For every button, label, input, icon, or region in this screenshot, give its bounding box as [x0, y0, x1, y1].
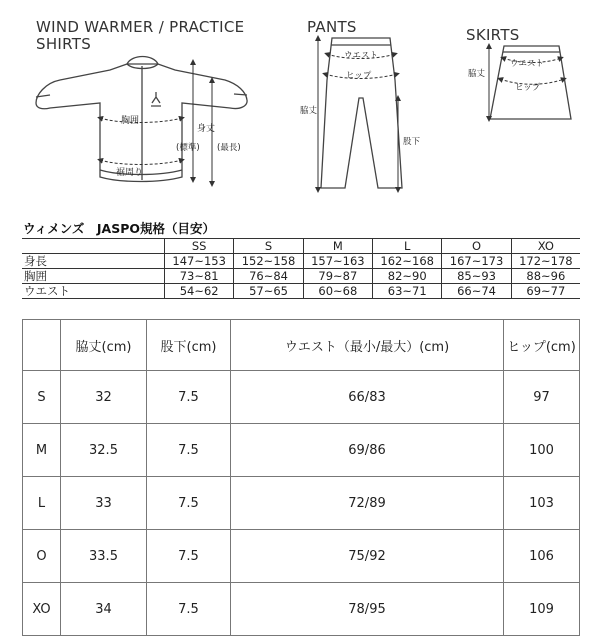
- jaspo-header-size: L: [373, 239, 442, 254]
- waist-cell: 66/83: [231, 371, 504, 424]
- jaspo-cell: 172~178: [511, 254, 580, 269]
- skirt-label-waist: ウエスト: [510, 59, 545, 69]
- jaspo-cell: 85~93: [442, 269, 511, 284]
- chest-measure-line: [100, 118, 182, 123]
- waist-cell: 69/86: [231, 424, 504, 477]
- shirt-title-line2: SHIRTS: [36, 35, 92, 53]
- jaspo-cell: 152~158: [234, 254, 303, 269]
- size-table-header-corner: [23, 320, 61, 371]
- size-table-header-hip: ヒップ(cm): [504, 320, 580, 371]
- jaspo-row-label: 身長: [22, 254, 165, 269]
- yonex-logo-icon: [151, 92, 161, 106]
- size-cell: L: [23, 477, 61, 530]
- waist-cell: 78/95: [231, 583, 504, 636]
- shirt-measure-lines: [100, 62, 212, 184]
- jaspo-header-size: SS: [165, 239, 234, 254]
- jaspo-row-label: 胸囲: [22, 269, 165, 284]
- jaspo-header-blank: [22, 239, 165, 254]
- jaspo-cell: 82~90: [373, 269, 442, 284]
- pants-label-inseam: 股下: [403, 137, 421, 147]
- jaspo-header-size: M: [303, 239, 372, 254]
- jaspo-cell: 157~163: [303, 254, 372, 269]
- jaspo-cell: 73~81: [165, 269, 234, 284]
- skirts-diagram-title: SKIRTS: [466, 26, 520, 44]
- table-row: [23, 530, 580, 583]
- size-cell: O: [23, 530, 61, 583]
- jaspo-row-waist: [22, 284, 580, 299]
- table-row: [23, 371, 580, 424]
- shirt-label-longest: (最長): [217, 143, 241, 153]
- size-cell: XO: [23, 583, 61, 636]
- jaspo-cell: 88~96: [511, 269, 580, 284]
- jaspo-header-row: [22, 239, 580, 254]
- inseam-cell: 7.5: [147, 530, 231, 583]
- jaspo-header-size: S: [234, 239, 303, 254]
- side-length-cell: 33: [61, 477, 147, 530]
- jaspo-cell: 162~168: [373, 254, 442, 269]
- hip-cell: 97: [504, 371, 580, 424]
- table-row: [23, 424, 580, 477]
- shirt-label-standard: (標準): [176, 143, 200, 153]
- hem-measure-line: [100, 160, 182, 165]
- jaspo-cell: 57~65: [234, 284, 303, 299]
- waist-cell: 75/92: [231, 530, 504, 583]
- side-length-cell: 32.5: [61, 424, 147, 477]
- jaspo-cell: 167~173: [442, 254, 511, 269]
- shirt-label-chest: 胸囲: [121, 116, 140, 126]
- skirt-label-side-length: 脇丈: [468, 69, 486, 79]
- jaspo-row-height: [22, 254, 580, 269]
- inseam-cell: 7.5: [147, 424, 231, 477]
- skirt-label-hip: ヒップ: [515, 83, 541, 93]
- side-length-cell: 34: [61, 583, 147, 636]
- jaspo-cell: 63~71: [373, 284, 442, 299]
- waist-cell: 72/89: [231, 477, 504, 530]
- size-cell: S: [23, 371, 61, 424]
- shirt-label-hem: 裾周り: [116, 168, 144, 178]
- size-table-header-waist: ウエスト（最小/最大）(cm): [231, 320, 504, 371]
- side-length-cell: 32: [61, 371, 147, 424]
- size-cell: M: [23, 424, 61, 477]
- jaspo-cell: 54~62: [165, 284, 234, 299]
- hip-cell: 106: [504, 530, 580, 583]
- hip-cell: 109: [504, 583, 580, 636]
- skirt-size-table: [22, 319, 580, 636]
- jaspo-cell: 60~68: [303, 284, 372, 299]
- hip-cell: 100: [504, 424, 580, 477]
- side-length-cell: 33.5: [61, 530, 147, 583]
- shirt-title-line1: WIND WARMER / PRACTICE: [36, 18, 245, 36]
- garment-diagrams: [0, 0, 600, 215]
- jaspo-cell: 76~84: [234, 269, 303, 284]
- inseam-cell: 7.5: [147, 371, 231, 424]
- pants-label-side-length: 脇丈: [300, 106, 318, 116]
- inseam-cell: 7.5: [147, 477, 231, 530]
- table-row: [23, 583, 580, 636]
- table-row: [23, 477, 580, 530]
- jaspo-heading: ウィメンズ JASPO規格（目安）: [23, 221, 215, 236]
- hip-cell: 103: [504, 477, 580, 530]
- jaspo-cell: 147~153: [165, 254, 234, 269]
- jaspo-row-chest: [22, 269, 580, 284]
- jaspo-header-size: XO: [511, 239, 580, 254]
- jaspo-standard-table: [22, 238, 580, 299]
- shirt-diagram: [36, 57, 247, 182]
- size-table-header-inseam: 股下(cm): [147, 320, 231, 371]
- size-table-header-side-length: 脇丈(cm): [61, 320, 147, 371]
- pants-label-waist: ウエスト: [344, 51, 379, 61]
- jaspo-header-size: O: [442, 239, 511, 254]
- pants-diagram-title: PANTS: [307, 18, 357, 36]
- inseam-cell: 7.5: [147, 583, 231, 636]
- pants-label-hip: ヒップ: [346, 71, 372, 81]
- jaspo-row-label: ウエスト: [22, 284, 165, 299]
- shirt-label-body-length: 身丈: [197, 124, 216, 134]
- size-table-header-row: [23, 320, 580, 371]
- jaspo-cell: 69~77: [511, 284, 580, 299]
- jaspo-cell: 66~74: [442, 284, 511, 299]
- jaspo-cell: 79~87: [303, 269, 372, 284]
